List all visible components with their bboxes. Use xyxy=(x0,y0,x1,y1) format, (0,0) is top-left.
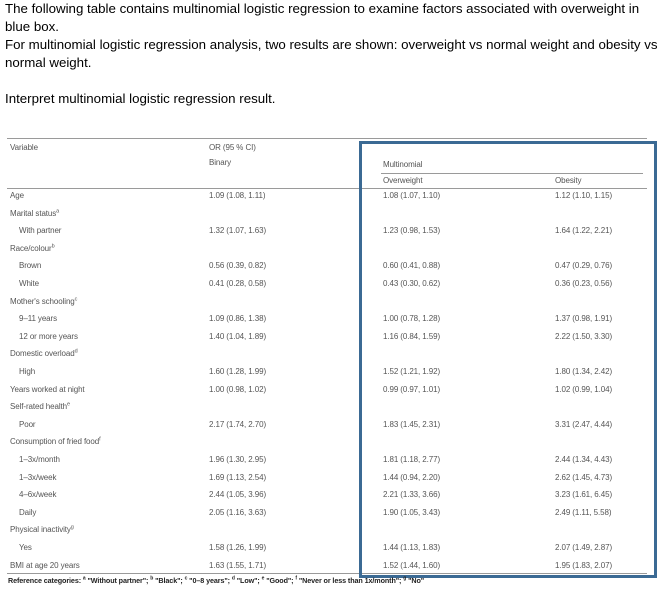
row-label-text: Physical inactivity xyxy=(10,525,71,535)
cell-overweight: 1.90 (1.05, 3.43) xyxy=(383,507,441,517)
row-label-text: 9–11 years xyxy=(19,314,57,324)
row-label-text: Brown xyxy=(19,261,42,271)
row-label xyxy=(19,455,60,465)
cell-obesity: 3.23 (1.61, 6.45) xyxy=(555,490,613,500)
row-label-text: Self-rated health xyxy=(10,402,68,412)
row-label-text: Years worked at night xyxy=(10,384,85,394)
cell-obesity: 1.64 (1.22, 2.21) xyxy=(555,226,613,236)
cell-overweight: 1.52 (1.21, 1.92) xyxy=(383,367,441,376)
row-label-text: Yes xyxy=(19,543,32,552)
row-label-text: 1–3x/month xyxy=(19,455,60,464)
row-label xyxy=(19,332,78,342)
row-label xyxy=(10,385,85,395)
row-label-text: Poor xyxy=(19,419,36,429)
row-label-text: With partner xyxy=(19,226,62,236)
cell-binary: 2.05 (1.16, 3.63) xyxy=(209,507,267,517)
cell-binary: 1.40 (1.04, 1.89) xyxy=(209,331,267,341)
row-label xyxy=(10,349,78,359)
row-label-sup: a xyxy=(56,207,60,214)
row-label-text: Age xyxy=(10,191,24,200)
row-label-text: Mother's schooling xyxy=(10,296,75,306)
row-label-text: Daily xyxy=(19,507,37,517)
table-top-rule xyxy=(7,138,647,139)
cell-binary: 1.60 (1.28, 1.99) xyxy=(209,367,267,376)
row-label xyxy=(10,561,80,571)
cell-binary: 1.00 (0.98, 1.02) xyxy=(209,384,267,394)
cell-obesity: 1.80 (1.34, 2.42) xyxy=(555,367,613,376)
cell-obesity: 1.12 (1.10, 1.15) xyxy=(555,191,613,200)
intro-line-1: The following table contains multinomial logistic regression to examine factors associated with overweight in blue box. xyxy=(5,1,640,34)
row-label-sup: f xyxy=(99,436,101,443)
cell-overweight: 0.43 (0.30, 0.62) xyxy=(383,279,441,288)
cell-overweight: 1.16 (0.84, 1.59) xyxy=(383,331,441,341)
row-label-sup: e xyxy=(67,401,70,408)
footnote-item: "Good"; xyxy=(264,576,296,585)
footnote-sup: b xyxy=(150,575,154,582)
row-label-text: Marital status xyxy=(10,208,57,218)
row-label-text: 1–3x/week xyxy=(19,472,57,482)
intro-line-3: Interpret multinomial logistic regression result. xyxy=(5,91,276,106)
footnote-item: "No" xyxy=(406,576,425,585)
row-label xyxy=(19,367,35,377)
cell-binary: 1.09 (0.86, 1.38) xyxy=(209,314,267,324)
cell-binary: 0.41 (0.28, 0.58) xyxy=(209,279,267,288)
row-label-sup: b xyxy=(51,243,55,250)
row-label-sup: d xyxy=(74,348,78,355)
header-overweight: Overweight xyxy=(383,176,423,185)
cell-overweight: 1.00 (0.78, 1.28) xyxy=(383,314,441,324)
cell-overweight: 1.52 (1.44, 1.60) xyxy=(383,560,441,570)
row-label-text: Domestic overload xyxy=(10,349,75,359)
row-label xyxy=(19,314,57,324)
row-label xyxy=(19,261,41,271)
row-label-text: Consumption of fried food xyxy=(10,437,100,447)
row-label-text: High xyxy=(19,367,36,376)
footnote-sup: c xyxy=(184,575,188,582)
cell-obesity: 1.95 (1.83, 2.07) xyxy=(555,560,613,570)
row-label xyxy=(10,437,101,447)
cell-obesity: 1.37 (0.98, 1.91) xyxy=(555,314,613,324)
cell-obesity: 1.02 (0.99, 1.04) xyxy=(555,384,613,394)
cell-overweight: 1.08 (1.07, 1.10) xyxy=(383,191,441,200)
row-label xyxy=(19,490,56,500)
row-label-text: Race/colour xyxy=(10,243,52,253)
row-label-text: 4–6x/week xyxy=(19,490,57,500)
cell-obesity: 3.31 (2.47, 4.44) xyxy=(555,419,613,429)
cell-binary: 1.32 (1.07, 1.63) xyxy=(209,226,267,236)
row-label xyxy=(19,543,32,553)
footnote-item: "Without partner"; xyxy=(85,576,151,585)
footnote-sup: d xyxy=(231,575,235,582)
row-label-text: White xyxy=(19,279,39,288)
row-label xyxy=(19,279,39,289)
cell-obesity: 2.49 (1.11, 5.58) xyxy=(555,507,612,517)
cell-obesity: 0.36 (0.23, 0.56) xyxy=(555,279,613,288)
row-label xyxy=(19,473,56,483)
cell-overweight: 1.44 (1.13, 1.83) xyxy=(383,543,441,552)
header-binary: Binary xyxy=(209,158,232,167)
cell-obesity: 2.62 (1.45, 4.73) xyxy=(555,472,613,482)
row-label xyxy=(10,525,74,535)
footnote-sup: a xyxy=(82,575,86,582)
cell-binary: 1.69 (1.13, 2.54) xyxy=(209,472,267,482)
row-label xyxy=(10,297,77,307)
footnote-sup: f xyxy=(295,575,297,582)
cell-obesity: 2.07 (1.49, 2.87) xyxy=(555,543,613,552)
footnote-item: "Never or less than 1x/month"; xyxy=(296,576,404,585)
cell-overweight: 1.81 (1.18, 2.77) xyxy=(383,455,441,464)
header-multinomial: Multinomial xyxy=(383,160,423,169)
cell-binary: 1.09 (1.08, 1.11) xyxy=(209,191,266,200)
cell-binary: 1.58 (1.26, 1.99) xyxy=(209,543,267,552)
cell-overweight: 1.83 (1.45, 2.31) xyxy=(383,419,441,429)
row-label xyxy=(19,226,61,236)
cell-obesity: 0.47 (0.29, 0.76) xyxy=(555,261,613,271)
cell-overweight: 1.44 (0.94, 2.20) xyxy=(383,472,441,482)
row-label xyxy=(10,402,70,412)
footnote-sup: e xyxy=(261,575,265,582)
cell-binary: 2.17 (1.74, 2.70) xyxy=(209,419,267,429)
table-footnote xyxy=(8,576,424,585)
row-label xyxy=(10,209,59,219)
row-label-text: 12 or more years xyxy=(19,331,78,341)
row-label xyxy=(19,420,36,430)
cell-binary: 1.63 (1.55, 1.71) xyxy=(209,560,267,570)
cell-overweight: 0.60 (0.41, 0.88) xyxy=(383,261,441,271)
footnote-item: "Black"; xyxy=(153,576,185,585)
cell-obesity: 2.44 (1.34, 4.43) xyxy=(555,455,613,464)
footnote-item: "0–8 years"; xyxy=(187,576,232,585)
header-or-ci: OR (95 % CI) xyxy=(209,143,256,152)
footnote-sup: g xyxy=(403,575,407,582)
highlight-box xyxy=(359,141,657,578)
row-label xyxy=(19,508,36,518)
cell-overweight: 0.99 (0.97, 1.01) xyxy=(383,384,441,394)
cell-binary: 2.44 (1.05, 3.96) xyxy=(209,490,267,500)
cell-obesity: 2.22 (1.50, 3.30) xyxy=(555,331,613,341)
header-obesity: Obesity xyxy=(555,176,582,185)
row-label xyxy=(10,191,24,201)
header-variable: Variable xyxy=(10,143,38,152)
row-label xyxy=(10,244,55,254)
row-label-text: BMI at age 20 years xyxy=(10,560,80,570)
cell-overweight: 1.23 (0.98, 1.53) xyxy=(383,226,441,236)
footnote-prefix: Reference categories: xyxy=(8,576,83,585)
row-label-sup: g xyxy=(70,524,74,531)
row-label-sup: c xyxy=(74,295,78,302)
intro-line-2: For multinomial logistic regression analysis, two results are shown: overweight vs normal weight and obesity vs normal weight. xyxy=(5,37,658,70)
cell-binary: 1.96 (1.30, 2.95) xyxy=(209,455,267,464)
cell-binary: 0.56 (0.39, 0.82) xyxy=(209,261,267,271)
footnote-item: "Low"; xyxy=(234,576,262,585)
cell-overweight: 2.21 (1.33, 3.66) xyxy=(383,490,441,500)
